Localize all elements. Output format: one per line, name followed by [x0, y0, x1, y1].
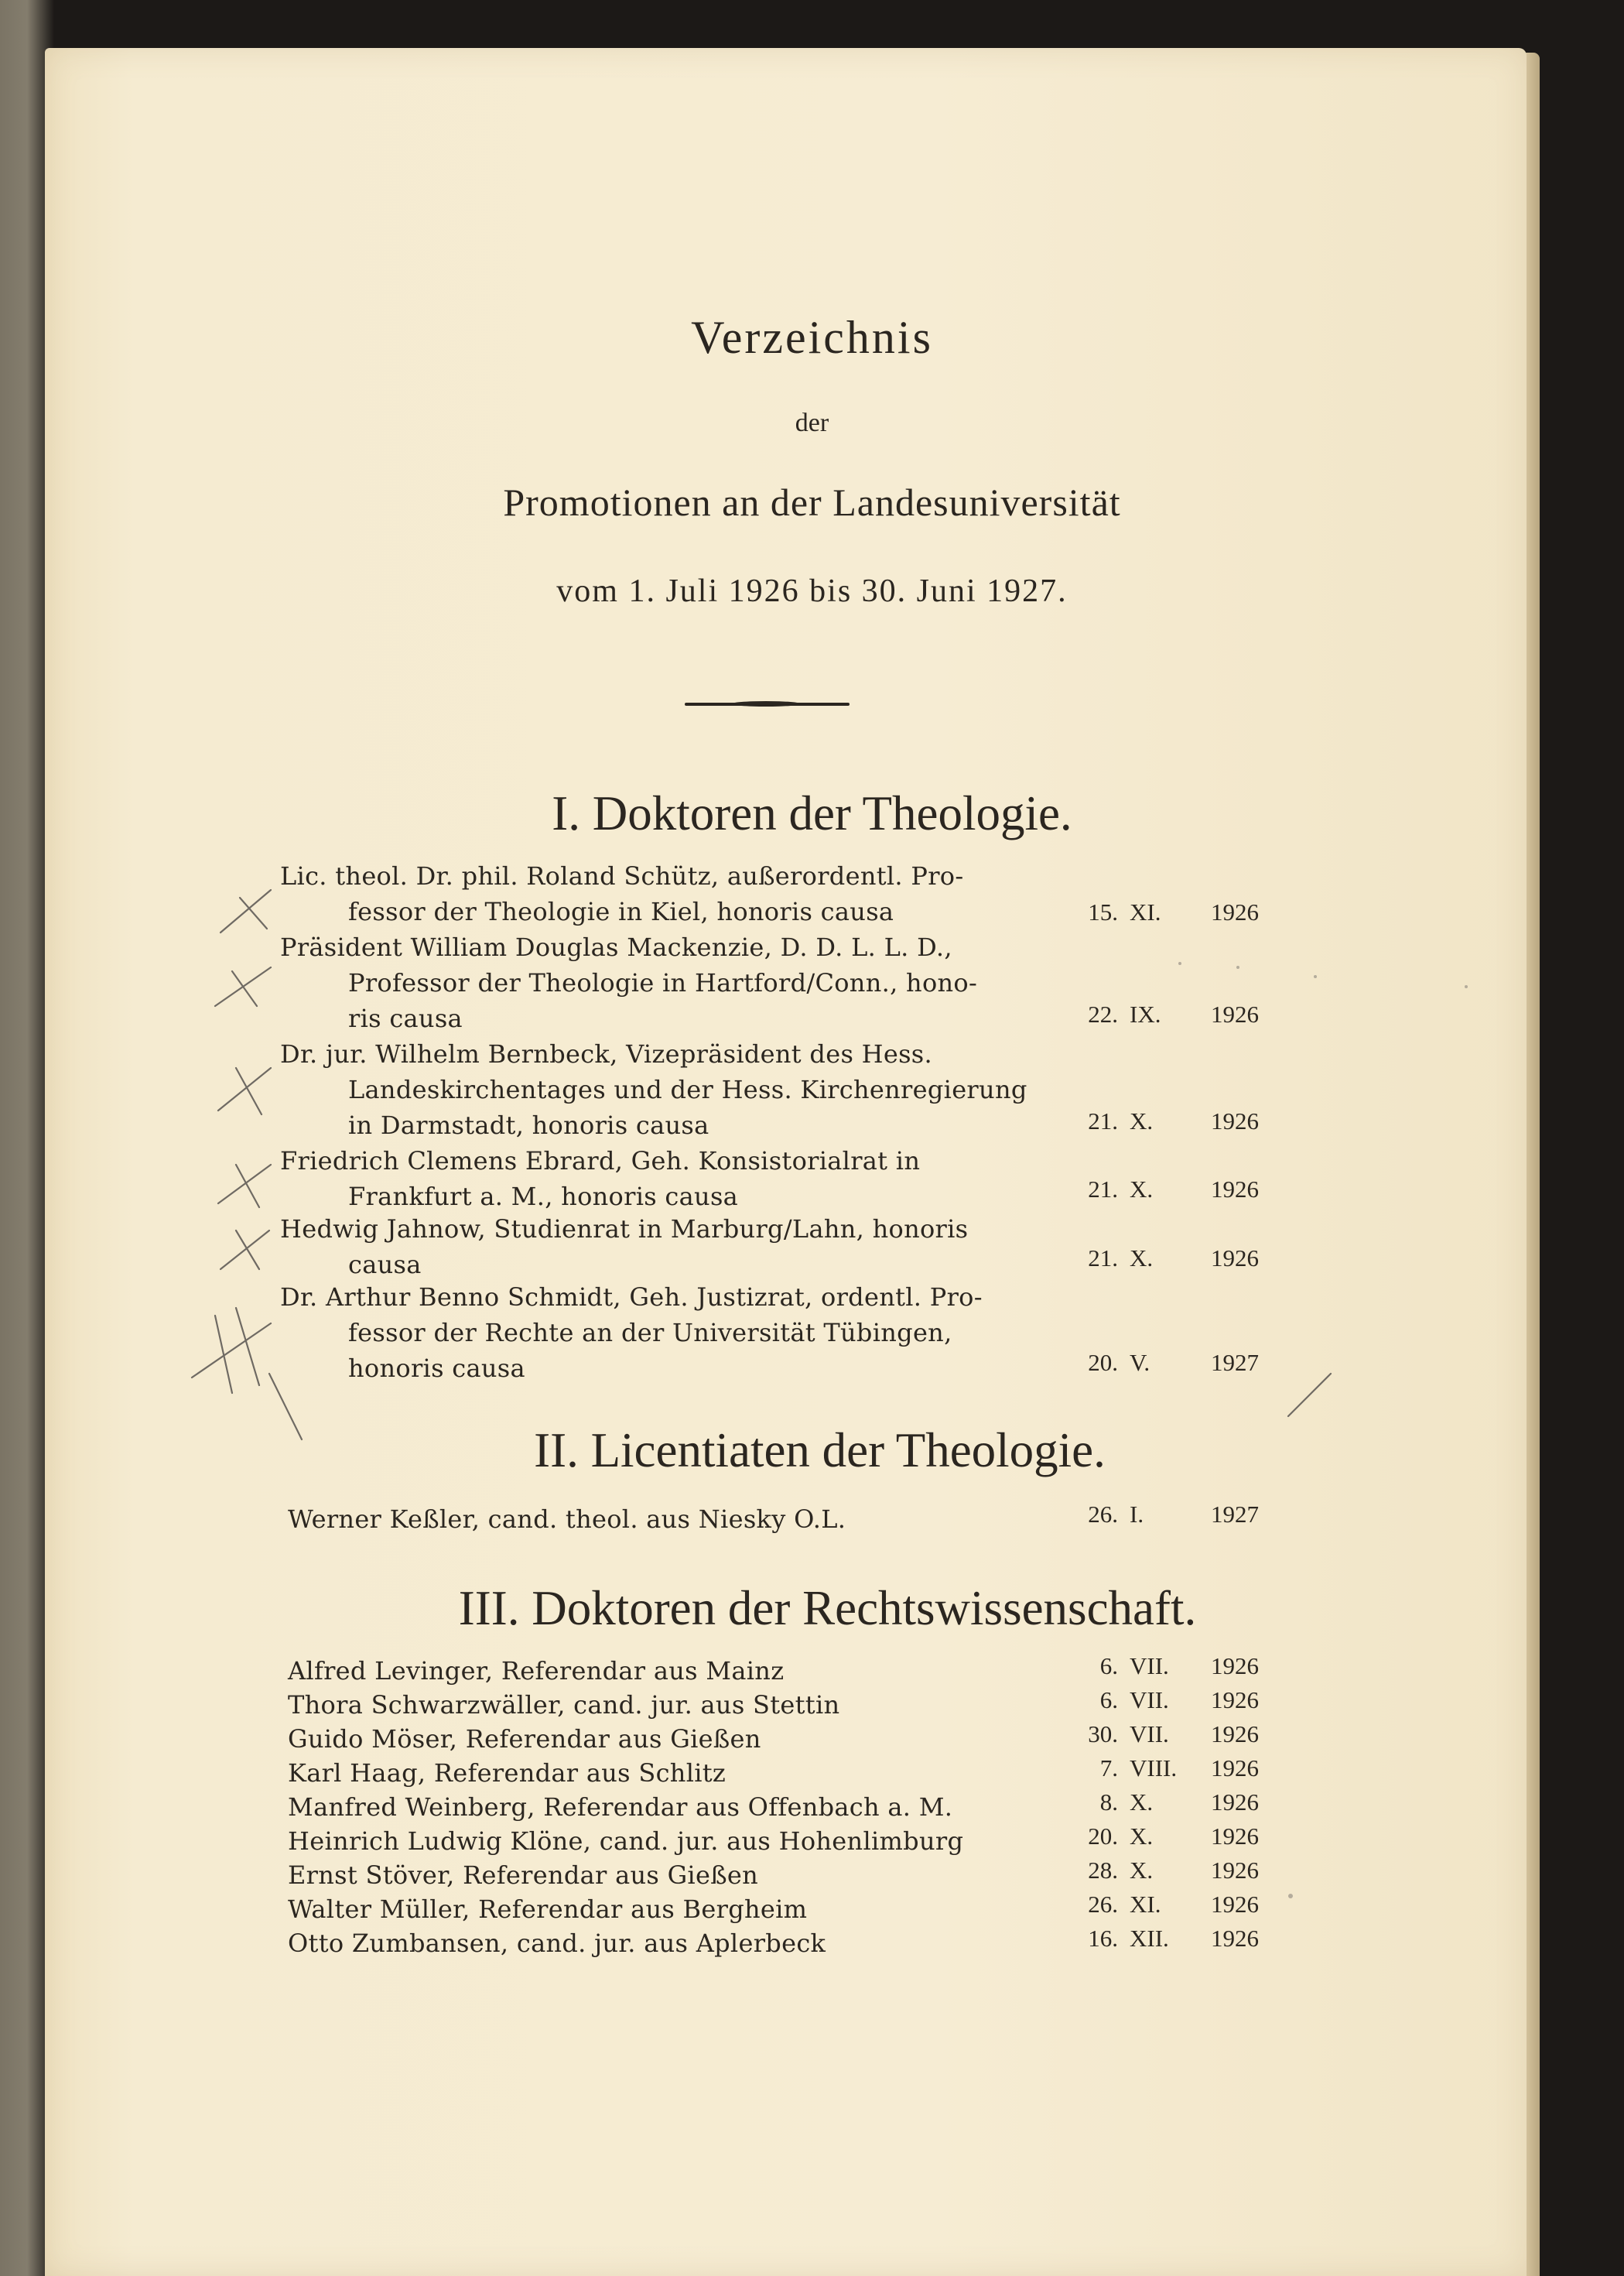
entry-line: causa	[348, 1250, 422, 1279]
date-day: 7.	[1099, 1754, 1118, 1781]
entry-line: Friedrich Clemens Ebrard, Geh. Konsistorialrat in	[280, 1146, 921, 1176]
entry-line: Dr. jur. Wilhelm Bernbeck, Vizepräsident des Hess.	[280, 1039, 932, 1069]
entry-line: honoris causa	[348, 1354, 525, 1383]
date-day: 20.	[1088, 1823, 1118, 1850]
date-month: I.	[1130, 1501, 1144, 1528]
date-day: 6.	[1099, 1686, 1118, 1713]
date-month: X.	[1130, 1788, 1154, 1816]
entry-line: Guido Möser, Referendar aus Gießen	[288, 1724, 761, 1754]
entry-line: in Darmstadt, honoris causa	[348, 1111, 709, 1140]
title-connector: der	[795, 409, 829, 437]
date-month: XII.	[1130, 1925, 1169, 1952]
date-day: 21.	[1088, 1107, 1118, 1135]
date-day: 21.	[1088, 1176, 1118, 1203]
entry-line: Präsident William Douglas Mackenzie, D. D. L. L. D.,	[280, 933, 952, 962]
date-month: VII.	[1130, 1720, 1169, 1747]
date-month: VII.	[1130, 1686, 1169, 1713]
date-day: 20.	[1088, 1349, 1118, 1376]
page-subtitle: Promotionen an der Landesuniversität	[503, 481, 1121, 524]
date-year: 1926	[1211, 1788, 1259, 1816]
entry-line: Lic. theol. Dr. phil. Roland Schütz, außerordentl. Pro-	[280, 861, 964, 891]
date-day: 6.	[1099, 1652, 1118, 1679]
entry-line: Otto Zumbansen, cand. jur. aus Aplerbeck	[288, 1929, 826, 1958]
date-day: 16.	[1088, 1925, 1118, 1952]
date-day: 15.	[1088, 898, 1118, 926]
date-day: 21.	[1088, 1244, 1118, 1271]
date-day: 22.	[1088, 1001, 1118, 1028]
date-year: 1926	[1211, 1823, 1259, 1850]
date-month: VIII.	[1130, 1754, 1178, 1781]
entry-line: Thora Schwarzwäller, cand. jur. aus Stettin	[288, 1690, 840, 1720]
ornamental-rule	[685, 703, 850, 706]
date-year: 1926	[1211, 1857, 1259, 1884]
date-year: 1926	[1211, 1686, 1259, 1713]
entry-line: Professor der Theologie in Hartford/Conn., hono-	[348, 968, 978, 998]
entry-line: Werner Keßler, cand. theol. aus Niesky O.L.	[288, 1504, 846, 1534]
date-year: 1926	[1211, 1652, 1259, 1679]
date-year: 1926	[1211, 1720, 1259, 1747]
entry-line: fessor der Rechte an der Universität Tübingen,	[348, 1318, 952, 1347]
date-year: 1926	[1211, 1107, 1259, 1135]
section-heading-law-doctors: III. Doktoren der Rechtswissenschaft.	[458, 1581, 1197, 1635]
date-year: 1926	[1211, 1891, 1259, 1918]
entry-line: ris causa	[348, 1004, 463, 1033]
date-year: 1926	[1211, 1244, 1259, 1271]
date-day: 26.	[1088, 1501, 1118, 1528]
date-month: V.	[1130, 1349, 1150, 1376]
entry-line: fessor der Theologie in Kiel, honoris causa	[348, 897, 894, 926]
date-day: 28.	[1088, 1857, 1118, 1884]
entry-line: Hedwig Jahnow, Studienrat in Marburg/Lahn, honoris	[280, 1214, 969, 1244]
entry-line: Walter Müller, Referendar aus Bergheim	[288, 1894, 808, 1924]
date-month: X.	[1130, 1857, 1154, 1884]
date-year: 1926	[1211, 1176, 1259, 1203]
page-title: Verzeichnis	[691, 312, 933, 363]
date-year: 1926	[1211, 1001, 1259, 1028]
entry-line: Karl Haag, Referendar aus Schlitz	[288, 1758, 727, 1788]
date-year: 1926	[1211, 1925, 1259, 1952]
date-year: 1927	[1211, 1349, 1259, 1376]
entry-line: Alfred Levinger, Referendar aus Mainz	[288, 1656, 785, 1686]
date-day: 8.	[1099, 1788, 1118, 1816]
date-month: X.	[1130, 1823, 1154, 1850]
date-day: 30.	[1088, 1720, 1118, 1747]
date-year: 1926	[1211, 898, 1259, 926]
entry-line: Landeskirchentages und der Hess. Kirchenregierung	[348, 1075, 1027, 1104]
entry-line: Frankfurt a. M., honoris causa	[348, 1182, 739, 1211]
entry-line: Dr. Arthur Benno Schmidt, Geh. Justizrat, ordentl. Pro-	[280, 1282, 983, 1312]
date-year: 1926	[1211, 1754, 1259, 1781]
date-month: X.	[1130, 1244, 1154, 1271]
entry-line: Ernst Stöver, Referendar aus Gießen	[288, 1860, 759, 1890]
date-range: vom 1. Juli 1926 bis 30. Juni 1927.	[556, 573, 1068, 609]
entry-line: Manfred Weinberg, Referendar aus Offenbach a. M.	[288, 1792, 953, 1822]
date-month: X.	[1130, 1176, 1154, 1203]
date-month: XI.	[1130, 898, 1161, 926]
date-month: IX.	[1130, 1001, 1161, 1028]
date-month: XI.	[1130, 1891, 1161, 1918]
date-month: X.	[1130, 1107, 1154, 1135]
date-month: VII.	[1130, 1652, 1169, 1679]
entry-line: Heinrich Ludwig Klöne, cand. jur. aus Hohenlimburg	[288, 1826, 964, 1856]
section-heading-theology-doctors: I. Doktoren der Theologie.	[552, 786, 1072, 840]
section-heading-licentiates: II. Licentiaten der Theologie.	[534, 1423, 1106, 1477]
date-year: 1927	[1211, 1501, 1259, 1528]
date-day: 26.	[1088, 1891, 1118, 1918]
